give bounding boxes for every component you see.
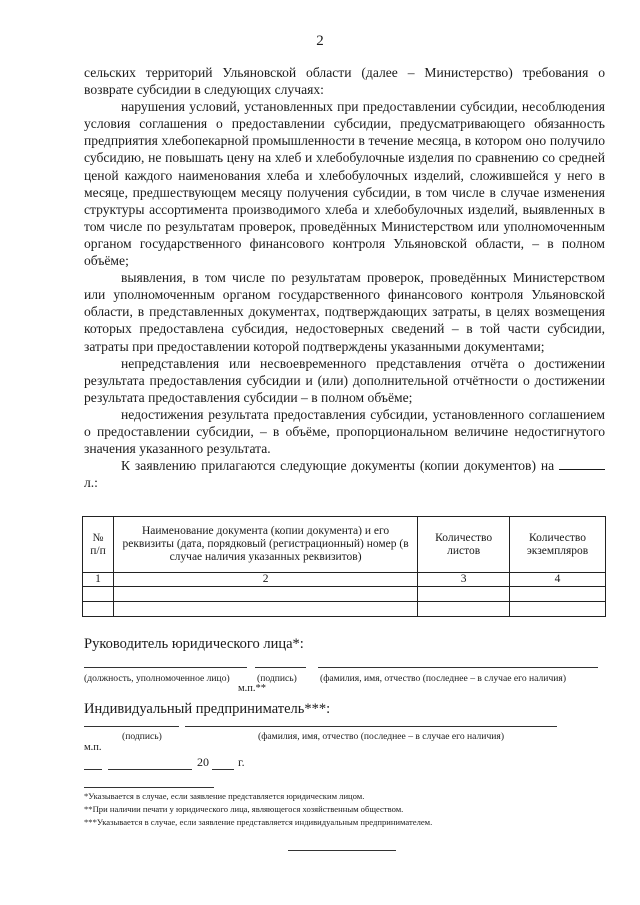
head-caption-position: (должность, уполномоченное лицо) <box>84 673 230 684</box>
page-number: 2 <box>316 33 324 49</box>
table-cell[interactable] <box>418 602 510 617</box>
body-text <box>84 64 605 491</box>
ip-stamp: м.п. <box>84 742 102 753</box>
head-name-line[interactable] <box>318 667 598 668</box>
attachments-sheets: л.: <box>84 475 98 491</box>
head-signature-line[interactable] <box>255 667 306 668</box>
head-caption-signature: (подпись) <box>257 673 297 684</box>
column-number-3: 3 <box>418 573 510 587</box>
ip-label: Индивидуальный предприниматель***: <box>84 701 331 717</box>
header-document: Наименование документа (копии документа) и его реквизиты (дата, порядковый (регистрационный) номер (в случае наличия указанных реквизитов) <box>113 517 417 573</box>
column-number-1: 1 <box>83 573 114 587</box>
date-day-line[interactable] <box>84 769 102 770</box>
column-number-2: 2 <box>113 573 417 587</box>
footnote-separator <box>84 787 214 788</box>
ip-caption-name: (фамилия, имя, отчество (последнее – в случае его наличия) <box>258 731 505 742</box>
bottom-separator-line <box>288 850 396 851</box>
table-cell[interactable] <box>83 602 114 617</box>
footnote-2: **При наличии печати у юридического лица, являющегося хозяйственным обществом. <box>84 804 404 814</box>
table-header-row <box>83 517 606 573</box>
head-caption-name: (фамилия, имя, отчество (последнее – в случае его наличия) <box>320 673 567 684</box>
ip-caption-signature: (подпись) <box>122 731 162 742</box>
sheets-count-blank[interactable] <box>559 459 605 470</box>
paragraph-result: недостижения результата предоставления субсидии, установленного соглашением о предоставлении субсидии, – в объёме, пропорциональном величине недостигнутого значения указанного результата. <box>84 406 605 457</box>
paragraph-attachments <box>84 457 605 491</box>
table-cell[interactable] <box>113 587 417 602</box>
head-position-line[interactable] <box>84 667 247 668</box>
date-year-prefix: 20 <box>197 755 209 769</box>
ip-signature-line[interactable] <box>84 726 179 727</box>
date-month-line[interactable] <box>108 769 192 770</box>
paragraph-intro: сельских территорий Ульяновской области (далее – Министерство) требования о возврате субсидии в следующих случаях: <box>84 65 605 98</box>
footnote-3: ***Указывается в случае, если заявление представляется индивидуальным предпринимателем. <box>84 817 433 827</box>
table-numbering-row <box>83 573 606 587</box>
table-cell[interactable] <box>510 602 606 617</box>
footnote-1: *Указывается в случае, если заявление представляется юридическим лицом. <box>84 791 365 801</box>
table-cell[interactable] <box>510 587 606 602</box>
paragraph-violation: нарушения условий, установленных при предоставлении субсидии, несоблюдения условия соглашения о предоставлении субсидии, предусматривающего обязанность предприятия хлебопекарной промышленности в течение месяца, в котором оно получило субсидию, не повышать цену на хлеб и хлебобулочные изделия по сравнению со средней ценой каждого наименования хлеба и хлебобулочных изделий, сложившейся у него в месяце, предшествующем месяцу получения субсидии, в том числе в случае изменения структуры ассортимента производимого хлеба и хлебобулочных изделий, выявленных в том числе по результатам проверок, проведённых Министерством или уполномоченным органом государственного финансового контроля Ульяновской области, – в полном объёме; <box>84 99 605 269</box>
table-cell[interactable] <box>83 587 114 602</box>
attachments-on: на <box>540 458 555 474</box>
table-cell[interactable] <box>418 587 510 602</box>
header-number: № п/п <box>83 517 114 573</box>
date-year-line[interactable] <box>212 769 234 770</box>
table-row <box>83 587 606 602</box>
table-cell[interactable] <box>113 602 417 617</box>
paragraph-false-data: выявления, в том числе по результатам проверок, проведённых Министерством или уполномоченным органом государственного финансового контроля Ульяновской области, в представленных документах, подтверждающих затраты, в целях возмещения которых предоставлена субсидия, недостоверных сведений – в той части субсидии, затраты при предоставлении которой подтверждены указанными документами; <box>84 270 605 354</box>
attachments-table <box>82 516 606 617</box>
head-label: Руководитель юридического лица*: <box>84 636 304 652</box>
paragraph-report: непредставления или несвоевременного представления отчёта о достижении результата предоставления субсидии и (или) дополнительной отчётности о достижении результата предоставления субсидии – в полном объёме; <box>84 355 605 405</box>
header-copies: Количество экземпляров <box>510 517 606 573</box>
table-row <box>83 602 606 617</box>
attachments-intro: К заявлению прилагаются следующие документы (копии документов) <box>121 458 536 474</box>
column-number-4: 4 <box>510 573 606 587</box>
head-stamp: м.п.** <box>238 683 267 694</box>
date-suffix: г. <box>238 755 245 769</box>
header-sheets: Количество листов <box>418 517 510 573</box>
ip-name-line[interactable] <box>185 726 557 727</box>
